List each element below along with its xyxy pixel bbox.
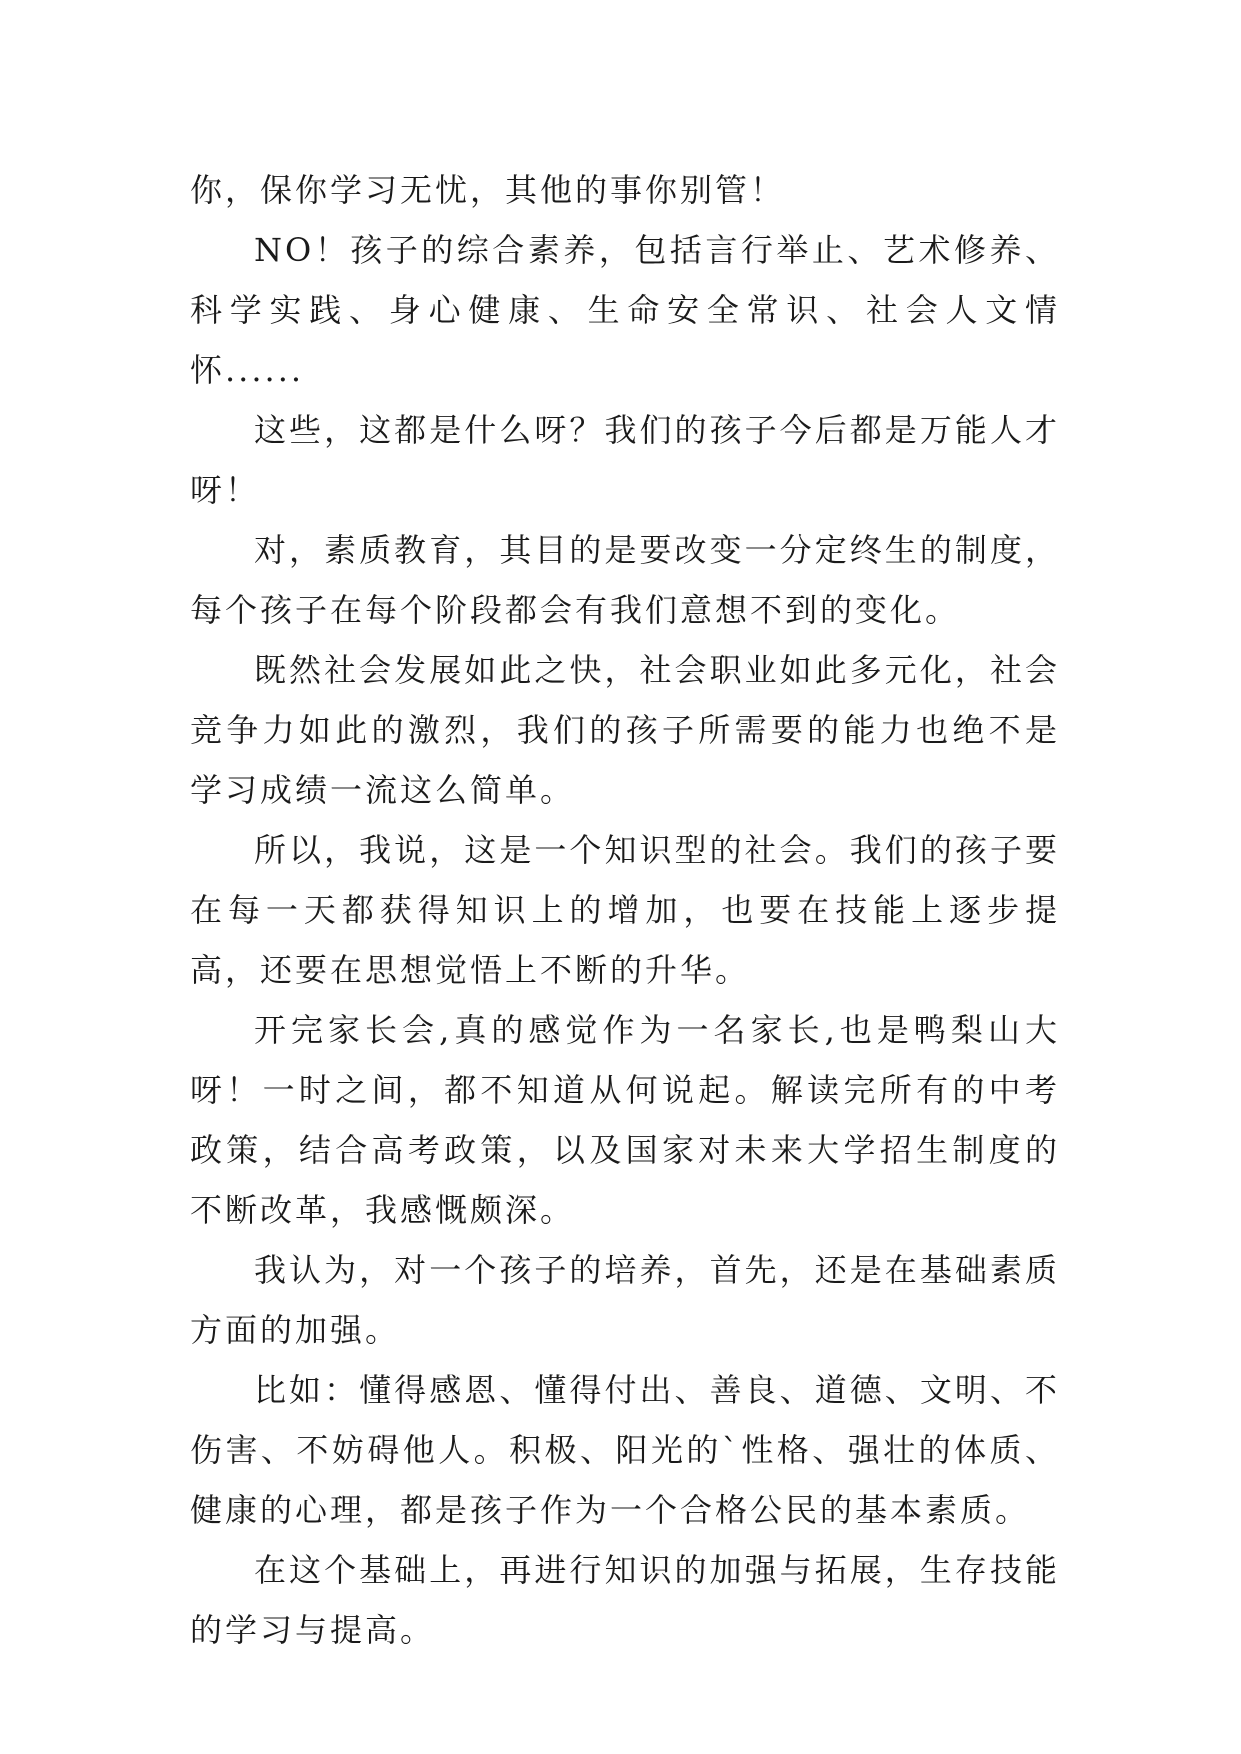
paragraph-6: 所以，我说，这是一个知识型的社会。我们的孩子要在每一天都获得知识上的增加，也要在技能上逐步提高，还要在思想觉悟上不断的升华。 — [190, 831, 1060, 989]
paragraph-9: 比如：懂得感恩、懂得付出、善良、道德、文明、不伤害、不妨碍他人。积极、阳光的`性格、强壮的体质、健康的心理，都是孩子作为一个合格公民的基本素质。 — [190, 1371, 1060, 1529]
paragraph-2: NO！孩子的综合素养，包括言行举止、艺术修养、科学实践、身心健康、生命安全常识、社会人文情怀...... — [190, 231, 1060, 389]
paragraph-10: 在这个基础上，再进行知识的加强与拓展，生存技能的学习与提高。 — [190, 1551, 1060, 1649]
document-body — [190, 160, 1060, 1660]
paragraph-5: 既然社会发展如此之快，社会职业如此多元化，社会竞争力如此的激烈，我们的孩子所需要的能力也绝不是学习成绩一流这么简单。 — [190, 651, 1060, 809]
paragraph-4: 对，素质教育，其目的是要改变一分定终生的制度，每个孩子在每个阶段都会有我们意想不到的变化。 — [190, 531, 1060, 629]
paragraph-1: 你，保你学习无忧，其他的事你别管！ — [190, 171, 786, 209]
paragraph-3: 这些，这都是什么呀？我们的孩子今后都是万能人才呀！ — [190, 411, 1060, 509]
paragraph-8: 我认为，对一个孩子的培养，首先，还是在基础素质方面的加强。 — [190, 1251, 1060, 1349]
paragraph-7: 开完家长会,真的感觉作为一名家长,也是鸭梨山大呀！一时之间，都不知道从何说起。解读完所有的中考政策，结合高考政策，以及国家对未来大学招生制度的不断改革，我感慨颇深。 — [190, 1011, 1060, 1229]
